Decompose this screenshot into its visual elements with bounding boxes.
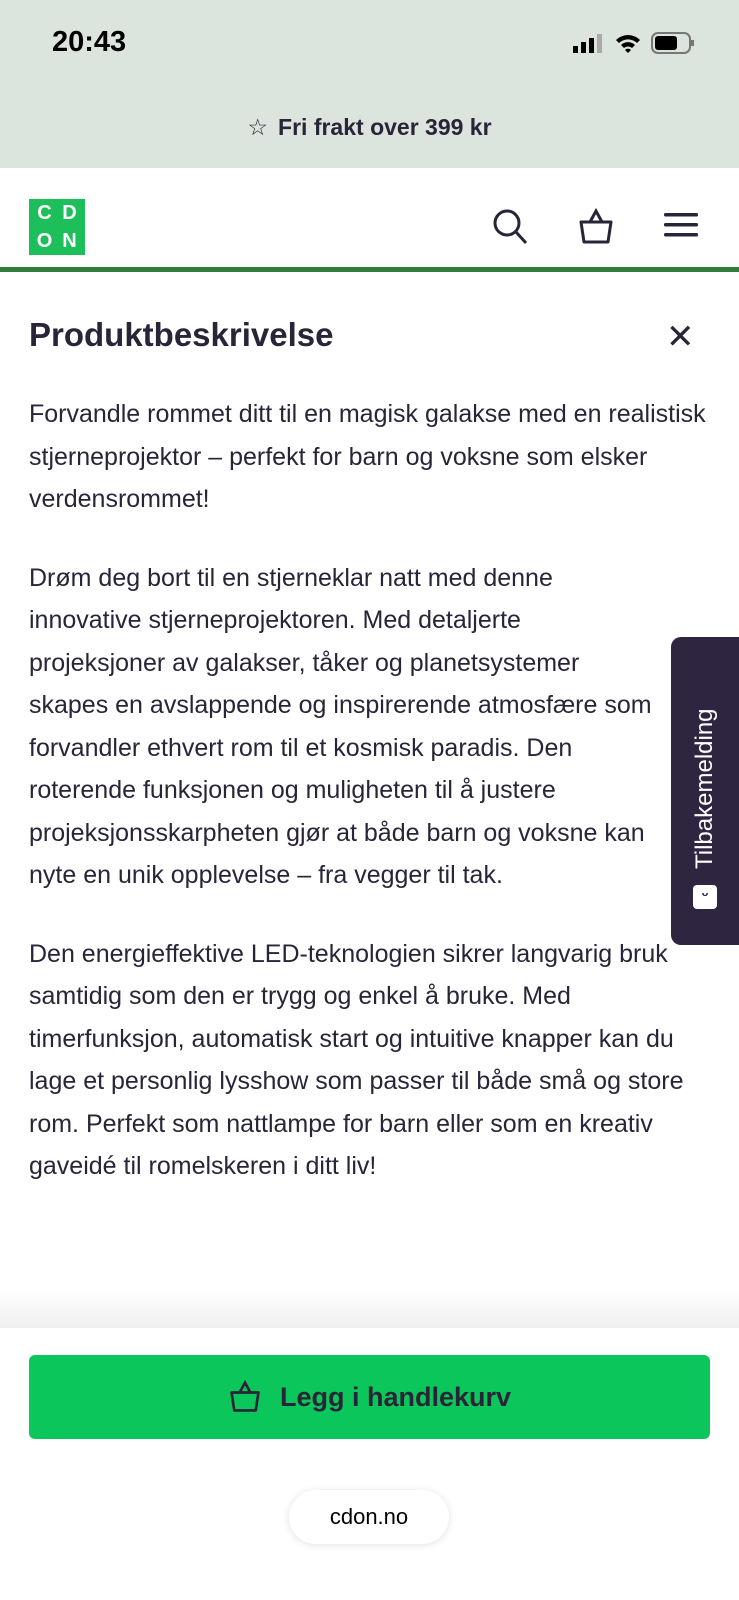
signal-icon [573, 33, 605, 53]
site-header [0, 168, 739, 272]
free-shipping-text: Fri frakt over 399 kr [278, 114, 492, 140]
description-paragraph: Forvandle rommet ditt til en magisk galakse med en realistisk stjerneprojektor – perfekt for barn og voksne som elsker verdensrommet! [29, 400, 706, 513]
status-bar [0, 0, 739, 168]
add-to-cart-label: Legg i handlekurv [279, 1381, 512, 1412]
basket-icon [228, 1380, 262, 1414]
add-to-cart-button[interactable] [29, 1355, 710, 1439]
basket-icon[interactable] [578, 208, 614, 246]
smiley-icon: ᵕ [693, 885, 717, 909]
browser-url-bar[interactable]: cdon.no [289, 1490, 449, 1544]
search-icon[interactable] [492, 208, 530, 246]
product-description [29, 393, 709, 1224]
close-icon[interactable]: ✕ [666, 318, 695, 356]
panel-title: Produktbeskrivelse [29, 316, 334, 353]
wifi-icon [615, 33, 641, 53]
clock: 20:43 [52, 26, 127, 58]
star-icon: ☆ [247, 114, 269, 140]
feedback-tab[interactable] [671, 637, 739, 945]
description-paragraph: Den energieffektive LED-teknologien sikrer langvarig bruk samtidig som den er trygg og enkel å bruke. Med timerfunksjon, automatisk start og intuitive knapper kan du lage et personlig lysshow som passer til både små og store rom. Perfekt som nattlampe for barn eller som en kreativ gaveidé til romelskeren i ditt liv! [29, 939, 684, 1180]
battery-icon [651, 32, 695, 54]
description-paragraph: Drøm deg bort til en stjerneklar natt med denne innovative stjerneprojektoren. Med detaljerte projeksjoner av galakser, tåker og planetsystemer skapes en avslappende og inspirerende atmosfære som forvandler ethvert rom til et kosmisk paradis. Den roterende funksjonen og muligheten til å justere projeksjonsskarpheten gjør at både barn og voksne kan nyte en unik opplevelse – fra vegger til tak. [29, 563, 652, 889]
free-shipping-banner [0, 114, 739, 141]
cdon-logo[interactable]: C D O N [29, 199, 85, 255]
menu-icon[interactable] [664, 208, 698, 242]
feedback-label: Tilbakemelding [691, 708, 718, 869]
